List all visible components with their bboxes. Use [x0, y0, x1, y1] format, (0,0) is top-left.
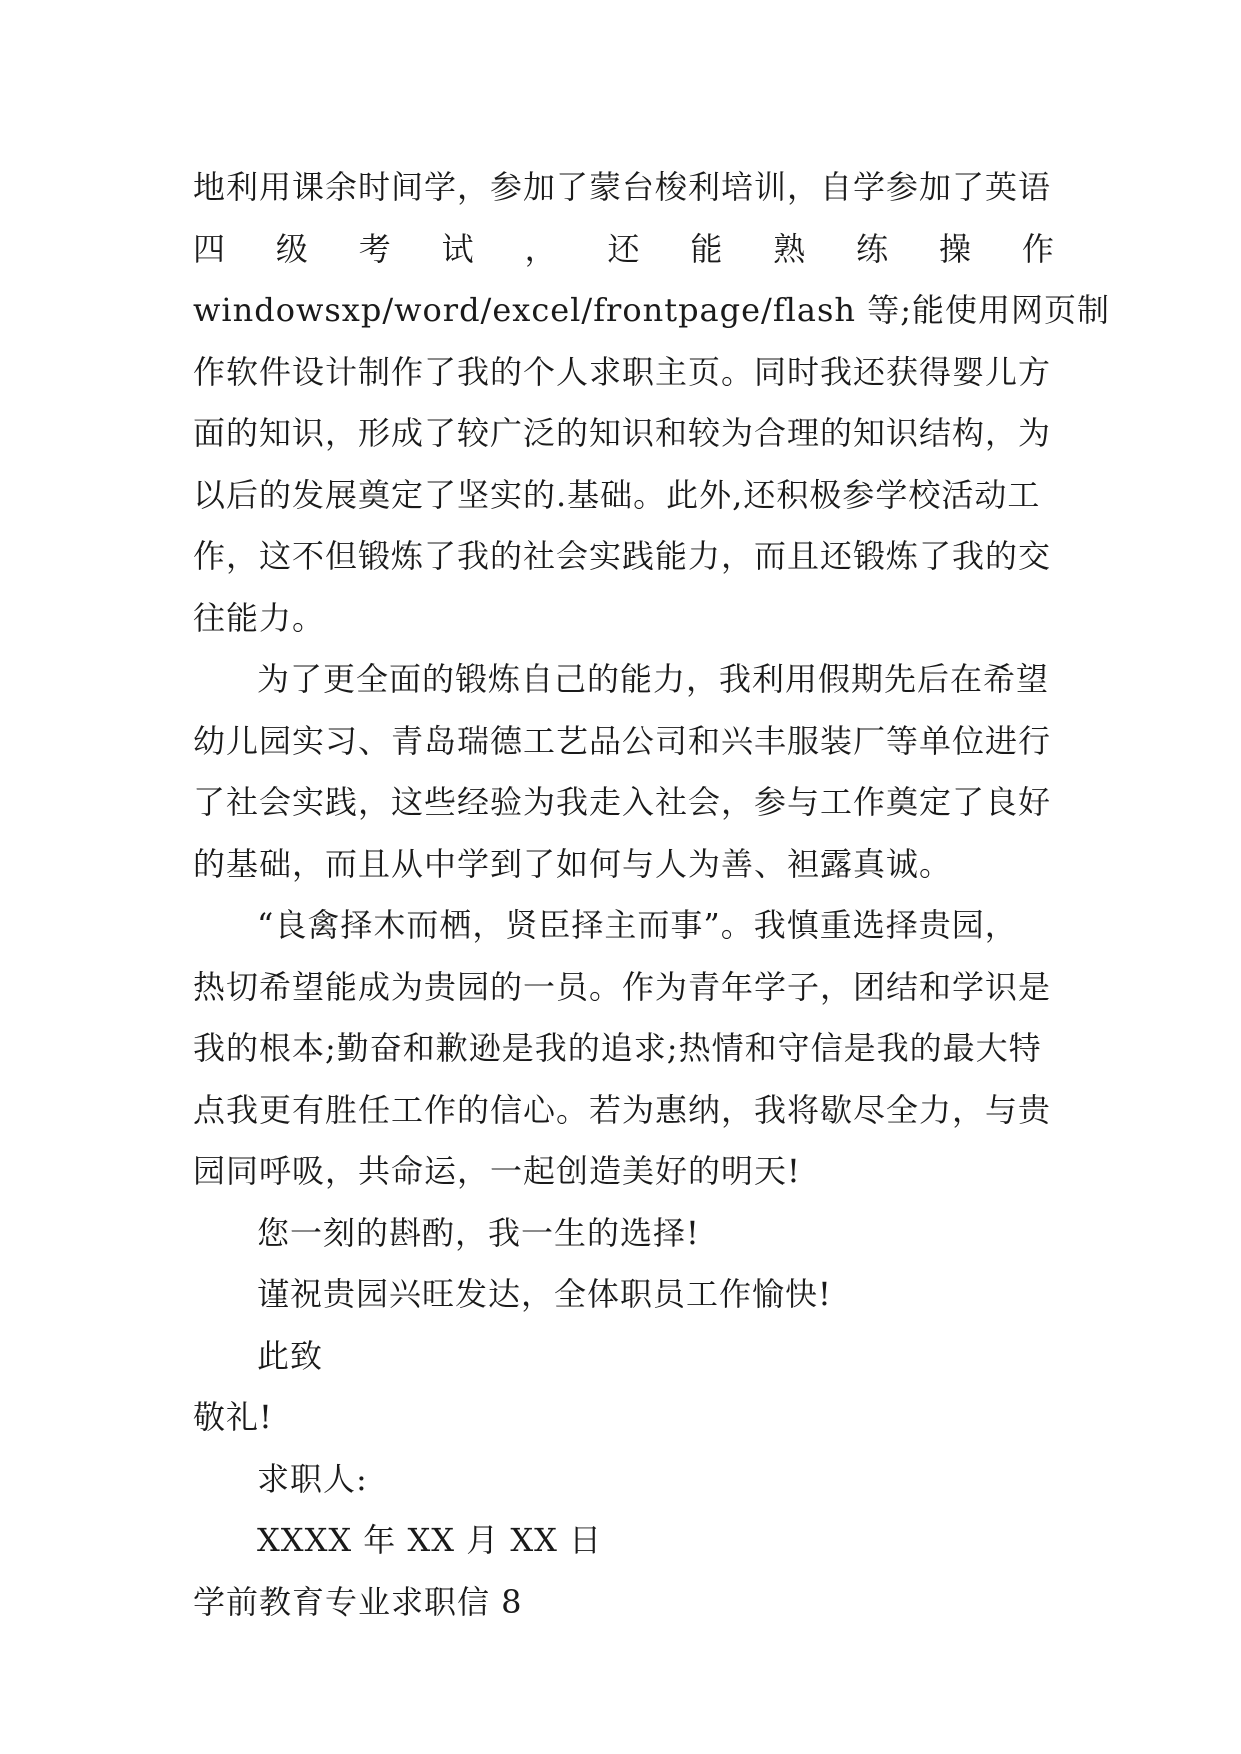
paragraph-line: 往能力。: [193, 598, 326, 637]
paragraph-line-indented: “良禽择木而栖，贤臣择主而事”。我慎重选择贵园，: [257, 906, 1018, 944]
paragraph-line: 幼儿园实习、青岛瑞德工艺品公司和兴丰服装厂等单位进行: [193, 721, 1052, 760]
paragraph-line: 了社会实践，这些经验为我走入社会，参与工作奠定了良好: [193, 783, 1052, 821]
section-heading: 学前教育专业求职信 8: [193, 1582, 523, 1621]
salutation: 敬礼!: [193, 1398, 273, 1436]
paragraph-line: 地利用课余时间学，参加了蒙台梭利培训，自学参加了英语: [193, 168, 1052, 206]
closing-line: 谨祝贵园兴旺发达，全体职员工作愉快!: [257, 1275, 832, 1313]
closing-line: 此致: [257, 1336, 324, 1375]
justified-char: 操: [939, 229, 973, 268]
applicant-label: 求职人:: [257, 1459, 368, 1498]
paragraph-line-justified: [193, 219, 1055, 281]
justified-char: 试: [441, 229, 475, 268]
closing-line: 您一刻的斟酌，我一生的选择!: [257, 1213, 700, 1252]
paragraph-line: windowsxp/word/excel/frontpage/flash 等;能使用网页制: [193, 291, 1110, 329]
paragraph-line-indented: 为了更全面的锻炼自己的能力，我利用假期先后在希望: [257, 660, 1050, 698]
justified-char: 练: [856, 229, 890, 268]
paragraph-line: 热切希望能成为贵园的一员。作为青年学子，团结和学识是: [193, 967, 1052, 1006]
justified-char: 四: [193, 229, 227, 268]
justified-char: 级: [275, 229, 309, 268]
paragraph-line: 作软件设计制作了我的个人求职主页。同时我还获得婴儿方: [193, 352, 1052, 391]
justified-char: 能: [690, 229, 724, 268]
justified-char: 熟: [773, 229, 807, 268]
paragraph-line: 面的知识，形成了较广泛的知识和较为合理的知识结构，为: [193, 414, 1052, 452]
letter-date: XXXX 年 XX 月 XX 日: [257, 1521, 603, 1559]
justified-char: 作: [1021, 229, 1055, 268]
paragraph-line: 作，这不但锻炼了我的社会实践能力，而且还锻炼了我的交: [193, 537, 1052, 575]
justified-char: ，: [524, 229, 558, 268]
paragraph-line: 园同呼吸，共命运，一起创造美好的明天!: [193, 1152, 801, 1190]
paragraph-line: 点我更有胜任工作的信心。若为惠纳，我将歇尽全力，与贵: [193, 1090, 1052, 1129]
paragraph-line: 的基础，而且从中学到了如何与人为善、袒露真诚。: [193, 844, 953, 883]
letter-body: [193, 157, 1110, 1633]
paragraph-line: 以后的发展奠定了坚实的.基础。此外,还积极参学校活动工: [193, 475, 1041, 514]
paragraph-line: 我的根本;勤奋和歉逊是我的追求;热情和守信是我的最大特: [193, 1029, 1042, 1067]
justified-char: 还: [607, 229, 641, 268]
justified-char: 考: [358, 229, 392, 268]
